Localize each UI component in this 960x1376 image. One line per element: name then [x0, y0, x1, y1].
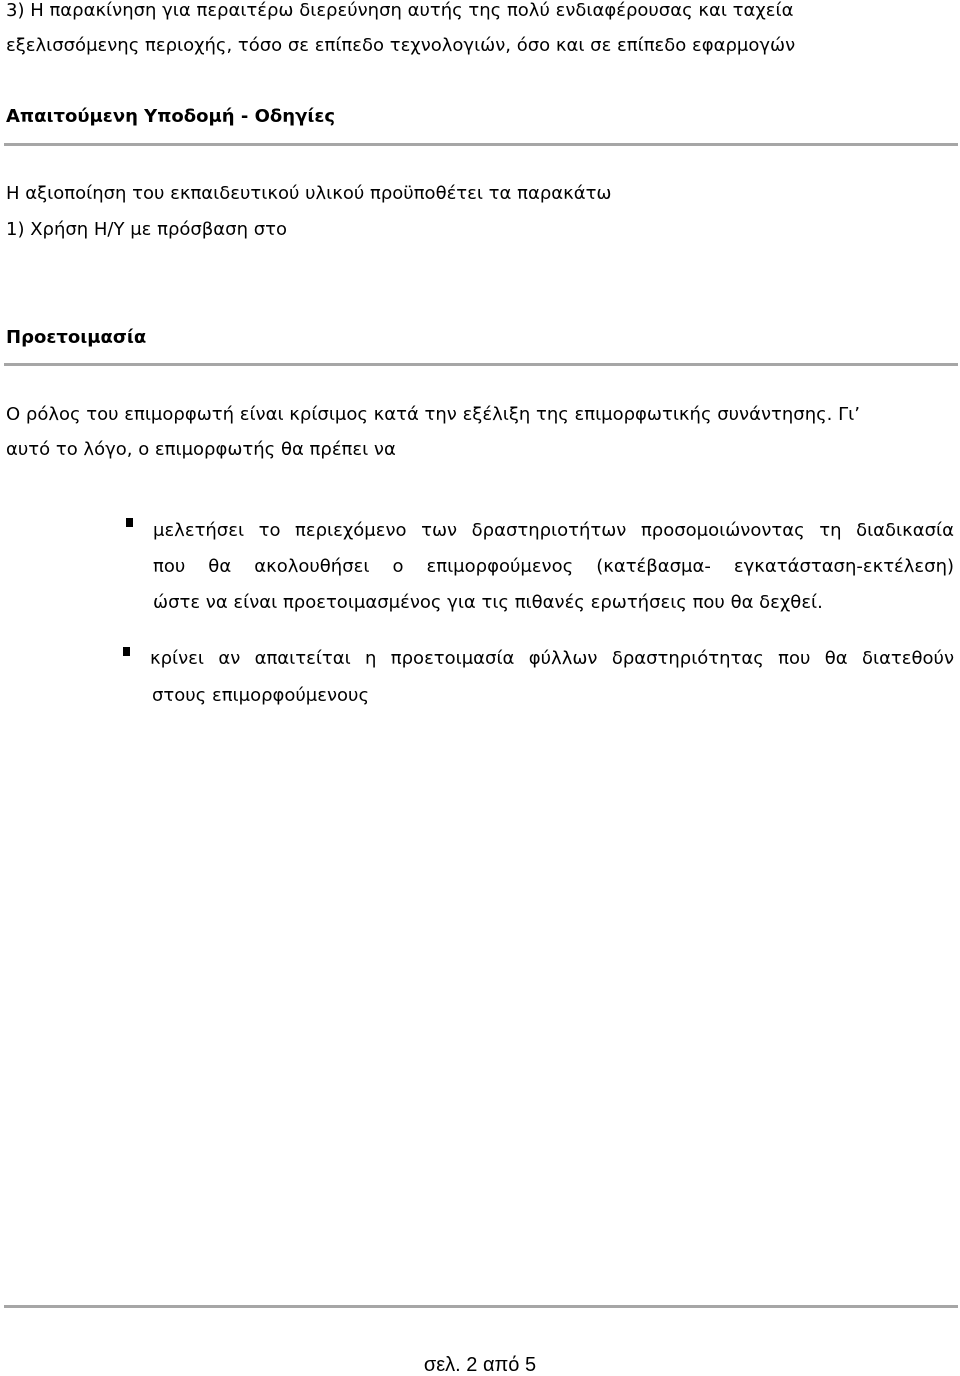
bullet-1-line-2: που θα ακολουθήσει ο επιμορφούμενος (κατέβασμα- εγκατάσταση-εκτέλεση): [153, 556, 954, 577]
preparation-paragraph-line-2: αυτό το λόγο, ο επιμορφωτής θα πρέπει να: [6, 439, 396, 460]
bullet-2-line-1: κρίνει αν απαιτείται η προετοιμασία φύλλων δραστηριότητας που θα διατεθούν: [150, 648, 954, 669]
section-heading-preparation: Προετοιμασία: [6, 327, 147, 348]
page-number: σελ. 2 από 5: [423, 1354, 537, 1376]
bullet-square-icon: [126, 518, 133, 527]
footer-divider: [4, 1305, 958, 1308]
section-divider: [4, 363, 958, 366]
intro-line-2: εξελισσόμενης περιοχής, τόσο σε επίπεδο τεχνολογιών, όσο και σε επίπεδο εφαρμογών: [6, 35, 796, 56]
infrastructure-line-1: Η αξιοποίηση του εκπαιδευτικού υλικού προϋποθέτει τα παρακάτω: [6, 183, 612, 204]
infrastructure-line-2: 1) Χρήση Η/Υ με πρόσβαση στο: [6, 219, 287, 240]
intro-line-1: 3) Η παρακίνηση για περαιτέρω διερεύνηση αυτής της πολύ ενδιαφέρουσας και ταχεία: [6, 0, 794, 21]
bullet-1-line-3: ώστε να είναι προετοιμασμένος για τις πιθανές ερωτήσεις που θα δεχθεί.: [153, 592, 823, 613]
section-heading-infrastructure: Απαιτούμενη Υποδομή - Οδηγίες: [6, 106, 336, 127]
bullet-square-icon: [123, 647, 130, 656]
bullet-1-line-1: μελετήσει το περιεχόμενο των δραστηριοτήτων προσομοιώνοντας τη διαδικασία: [153, 520, 954, 541]
preparation-paragraph-line-1: Ο ρόλος του επιμορφωτή είναι κρίσιμος κατά την εξέλιξη της επιμορφωτικής συνάντησης. Γι’: [6, 404, 860, 425]
section-divider: [4, 143, 958, 146]
bullet-2-line-2: στους επιμορφούμενους: [152, 685, 370, 706]
